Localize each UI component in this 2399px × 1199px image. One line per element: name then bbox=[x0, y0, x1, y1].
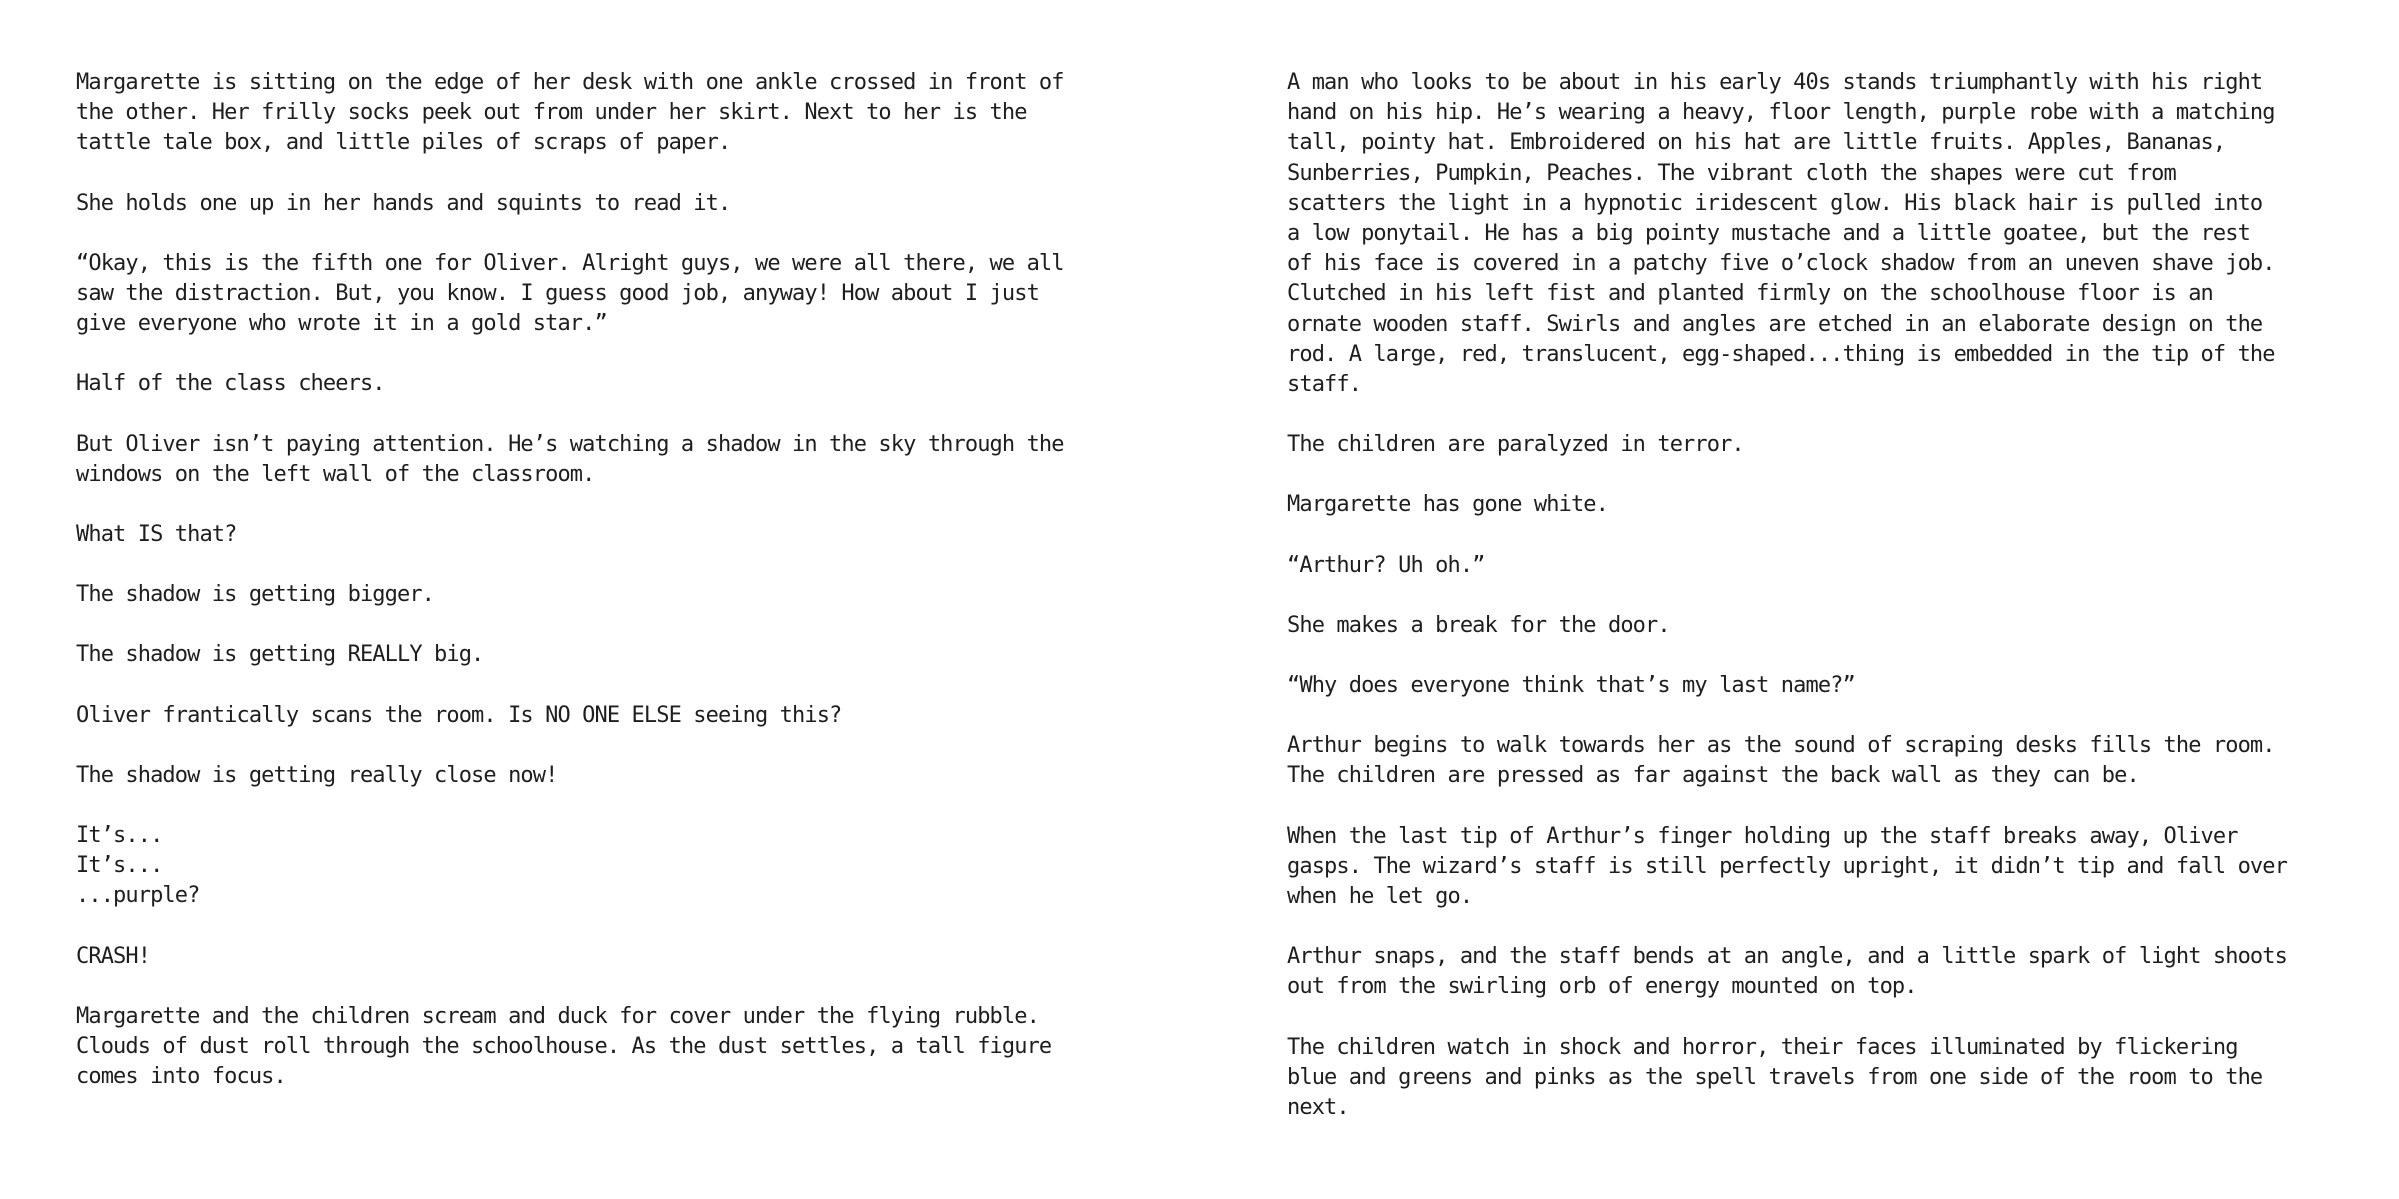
paragraph: “Arthur? Uh oh.” bbox=[1287, 552, 1485, 578]
paragraph: Half of the class cheers. bbox=[76, 371, 385, 397]
paragraph: The children are paralyzed in terror. bbox=[1287, 432, 1744, 458]
paragraph: When the last tip of Arthur’s finger holding up the staff breaks away, Oliver gasps. The wizard’s staff is still perfectly upright, it didn’t tip and fall over when he let go. bbox=[1287, 823, 2287, 910]
paragraph: The shadow is getting REALLY big. bbox=[76, 642, 484, 668]
paragraph: But Oliver isn’t paying attention. He’s watching a shadow in the sky through the windows on the left wall of the classroom. bbox=[76, 431, 1064, 487]
right-page bbox=[1287, 68, 2347, 1153]
paragraph: What IS that? bbox=[76, 522, 237, 548]
paragraph: She holds one up in her hands and squints to read it. bbox=[76, 190, 731, 216]
paragraph: The shadow is getting really close now! bbox=[76, 762, 558, 788]
left-page bbox=[76, 68, 1156, 1122]
paragraph: Arthur begins to walk towards her as the sound of scraping desks fills the room. The children are pressed as far against the back wall as they can be. bbox=[1287, 733, 2275, 789]
paragraph: Oliver frantically scans the room. Is NO ONE ELSE seeing this? bbox=[76, 702, 842, 728]
paragraph: It’s... It’s... ...purple? bbox=[76, 823, 200, 909]
paragraph: A man who looks to be about in his early 40s stands triumphantly with his right hand on his hip. He’s wearing a heavy, floor length, purple robe with a matching tall, pointy hat. Embroidered on his hat are little fruits. Apples, Bananas, Sunberries, Pumpkin, Peaches. The vibrant cloth the shapes were cut from scatters the light in a hypnotic iridescent glow. His black hair is pulled into a low ponytail. He has a big pointy mustache and a little goatee, but the rest of his face is covered in a patchy five o’clock shadow from an uneven shave job. Clutched in his left fist and planted firmly on the schoolhouse floor is an ornate wooden staff. Swirls and angles are etched in an elaborate design on the rod. A large, red, translucent, egg-shaped...thing is embedded in the tip of the staff. bbox=[1287, 70, 2275, 398]
paragraph: She makes a break for the door. bbox=[1287, 612, 1670, 638]
paragraph: Margarette has gone white. bbox=[1287, 492, 1608, 518]
paragraph: CRASH! bbox=[76, 943, 151, 969]
paragraph: Arthur snaps, and the staff bends at an angle, and a little spark of light shoots out from the swirling orb of energy mounted on top. bbox=[1287, 944, 2287, 1000]
paragraph: “Why does everyone think that’s my last name?” bbox=[1287, 673, 1855, 699]
paragraph: The children watch in shock and horror, their faces illuminated by flickering blue and greens and pinks as the spell travels from one side of the room to the next. bbox=[1287, 1034, 2263, 1121]
paragraph: Margarette is sitting on the edge of her desk with one ankle crossed in front of the other. Her frilly socks peek out from under her skirt. Next to her is the tattle tale box, and little piles of scraps of paper. bbox=[76, 70, 1064, 156]
paragraph: The shadow is getting bigger. bbox=[76, 582, 435, 608]
paragraph: Margarette and the children scream and duck for cover under the flying rubble. Clouds of dust roll through the schoolhouse. As the dust settles, a tall figure comes into focus. bbox=[76, 1003, 1052, 1090]
paragraph: “Okay, this is the fifth one for Oliver. Alright guys, we were all there, we all saw the distraction. But, you know. I guess good job, anyway! How about I just give everyone who wrote it in a gold star.” bbox=[76, 250, 1064, 337]
